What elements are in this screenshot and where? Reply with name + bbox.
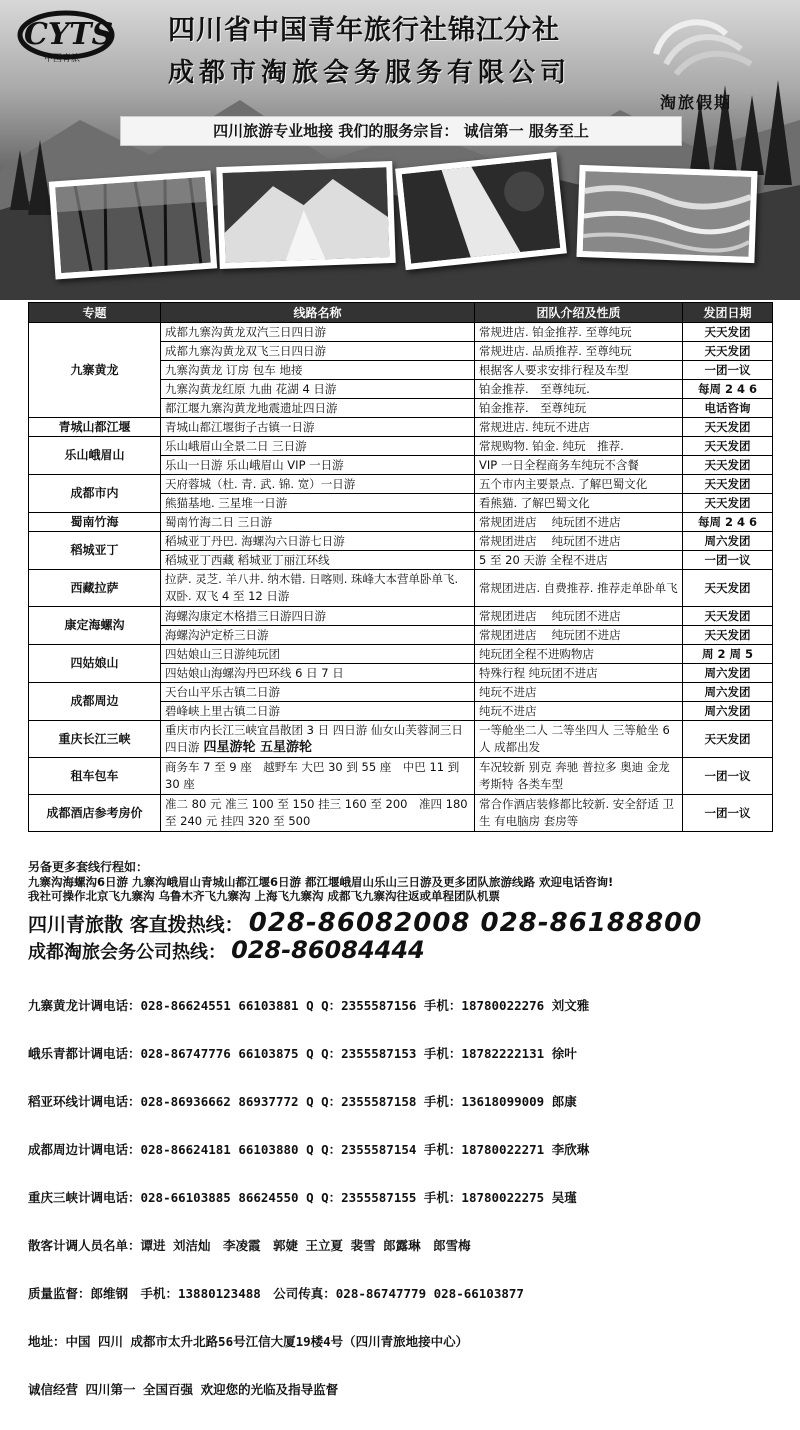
table-row bbox=[29, 645, 773, 664]
contact-line: 地址：中国 四川 成都市太升北路56号江信大厦19楼4号（四川青旅地接中心） bbox=[28, 1334, 469, 1349]
table-row bbox=[29, 795, 773, 832]
topic-cell: 乐山峨眉山 bbox=[29, 437, 161, 475]
hotline-company bbox=[28, 936, 425, 964]
info-cell: 根据客人要求安排行程及车型 bbox=[475, 361, 683, 380]
route-name: 乐山峨眉山全景二日 三日游 bbox=[165, 438, 307, 453]
info-cell: 常规团进店 纯玩团不进店 bbox=[475, 626, 683, 645]
route-name: 准二 80 元 准三 100 至 150 挂三 160 至 200 准四 180 至 240 元 挂四 320 至 500 bbox=[165, 797, 468, 828]
route-cell bbox=[161, 758, 475, 795]
date-cell: 天天发团 bbox=[683, 418, 773, 437]
route-name: 乐山一日游 乐山峨眉山 VIP 一日游 bbox=[165, 457, 344, 472]
route-cell bbox=[161, 418, 475, 437]
info-cell: 铂金推荐. 至尊纯玩. bbox=[475, 380, 683, 399]
info-cell: 看熊猫. 了解巴蜀文化 bbox=[475, 494, 683, 513]
route-cell bbox=[161, 626, 475, 645]
contact-line: 九寨黄龙计调电话：028-86624551 66103881 Q Q：2355587156 手机：18780022276 刘文雅 bbox=[28, 998, 590, 1013]
info-cell: 纯玩不进店 bbox=[475, 683, 683, 702]
route-cell bbox=[161, 494, 475, 513]
contact-line: 成都周边计调电话：028-86624181 66103880 Q Q：2355587154 手机：18780022271 李欣琳 bbox=[28, 1142, 590, 1157]
route-name: 青城山都江堰街子古镇一日游 bbox=[165, 419, 315, 434]
route-cell bbox=[161, 342, 475, 361]
route-cell bbox=[161, 570, 475, 607]
hotline-numbers: 028-86082008 028-86188800 bbox=[248, 908, 703, 938]
contact-line: 稻亚环线计调电话：028-86936662 86937772 Q Q：2355587158 手机：13618099009 郎康 bbox=[28, 1094, 577, 1109]
contact-line: 重庆三峡计调电话：028-66103885 86624550 Q Q：2355587155 手机：18780022275 吴瑾 bbox=[28, 1190, 577, 1205]
table-row bbox=[29, 683, 773, 702]
topic-cell: 成都市内 bbox=[29, 475, 161, 513]
info-cell: VIP 一日全程商务车纯玩不含餐 bbox=[475, 456, 683, 475]
date-cell: 天天发团 bbox=[683, 475, 773, 494]
route-name: 碧峰峡上里古镇二日游 bbox=[165, 703, 280, 718]
svg-text:CYTS: CYTS bbox=[24, 17, 114, 52]
table-row bbox=[29, 418, 773, 437]
route-cell bbox=[161, 399, 475, 418]
topic-cell: 稻城亚丁 bbox=[29, 532, 161, 570]
route-name: 拉萨. 灵芝. 羊八井. 纳木错. 日喀则. 珠峰大本营单卧单飞. 双卧. 双飞 4 至 12 日游 bbox=[165, 572, 459, 603]
info-cell: 常规团进店 纯玩团不进店 bbox=[475, 513, 683, 532]
column-header-topic: 专题 bbox=[29, 303, 161, 323]
table-row bbox=[29, 721, 773, 758]
info-cell: 常规进店. 铂金推荐. 至尊纯玩 bbox=[475, 323, 683, 342]
info-cell: 常规团进店 纯玩团不进店 bbox=[475, 607, 683, 626]
info-cell: 一等舱坐二人 二等坐四人 三等舱坐 6 人 成都出发 bbox=[475, 721, 683, 758]
brand-name: 淘旅假期 bbox=[660, 93, 733, 112]
info-cell: 常规团进店. 自费推荐. 推荐走单卧单飞 bbox=[475, 570, 683, 607]
route-cell bbox=[161, 456, 475, 475]
date-cell: 周六发团 bbox=[683, 664, 773, 683]
route-name: 天府蓉城（杜. 青. 武. 锦. 宽）一日游 bbox=[165, 476, 356, 491]
route-name: 重庆市内长江三峡宜昌散团 3 日 四日游 仙女山芙蓉洞三日 四日游 bbox=[165, 723, 463, 754]
topic-cell: 重庆长江三峡 bbox=[29, 721, 161, 758]
tour-routes-table bbox=[28, 302, 773, 832]
svg-text:中国青旅: 中国青旅 bbox=[44, 54, 81, 64]
info-cell: 5 至 20 天游 全程不进店 bbox=[475, 551, 683, 570]
info-cell: 常规进店. 品质推荐. 至尊纯玩 bbox=[475, 342, 683, 361]
route-cell bbox=[161, 513, 475, 532]
info-cell: 纯玩不进店 bbox=[475, 702, 683, 721]
date-cell: 每周 2 4 6 bbox=[683, 513, 773, 532]
table-row bbox=[29, 532, 773, 551]
info-cell: 常规进店. 纯玩不进店 bbox=[475, 418, 683, 437]
route-name: 四姑娘山三日游纯玩团 bbox=[165, 646, 280, 661]
topic-cell: 成都酒店参考房价 bbox=[29, 795, 161, 832]
topic-cell: 九寨黄龙 bbox=[29, 323, 161, 418]
date-cell: 每周 2 4 6 bbox=[683, 380, 773, 399]
column-header-route: 线路名称 bbox=[161, 303, 475, 323]
table-row bbox=[29, 570, 773, 607]
date-cell: 一团一议 bbox=[683, 795, 773, 832]
date-cell: 电话咨询 bbox=[683, 399, 773, 418]
table-row bbox=[29, 513, 773, 532]
route-name: 稻城亚丁西藏 稻城亚丁丽江环线 bbox=[165, 552, 330, 567]
route-cell bbox=[161, 323, 475, 342]
cyts-logo bbox=[14, 6, 154, 64]
route-cell bbox=[161, 645, 475, 664]
topic-cell: 青城山都江堰 bbox=[29, 418, 161, 437]
info-cell: 纯玩团全程不进购物店 bbox=[475, 645, 683, 664]
contact-list bbox=[28, 966, 589, 1430]
company-name-secondary: 成都市淘旅会务服务有限公司 bbox=[168, 58, 572, 88]
info-cell: 铂金推荐. 至尊纯玩 bbox=[475, 399, 683, 418]
route-name: 海螺沟泸定桥三日游 bbox=[165, 627, 269, 642]
route-name: 九寨沟黄龙 订房 包车 地接 bbox=[165, 362, 303, 377]
taolv-swirl-logo bbox=[646, 14, 756, 84]
date-cell: 天天发团 bbox=[683, 721, 773, 758]
topic-cell: 蜀南竹海 bbox=[29, 513, 161, 532]
photo-waterfall bbox=[395, 152, 567, 270]
date-cell: 一团一议 bbox=[683, 758, 773, 795]
more-routes-heading: 另备更多套线行程如： bbox=[28, 860, 149, 874]
topic-cell: 康定海螺沟 bbox=[29, 607, 161, 645]
more-routes-line: 九寨沟海螺沟6日游 九寨沟峨眉山青城山都江堰6日游 都江堰峨眉山乐山三日游及更多团队旅游线路 欢迎电话咨询! bbox=[28, 875, 614, 889]
topic-cell: 成都周边 bbox=[29, 683, 161, 721]
contact-line: 散客计调人员名单：谭进 刘洁灿 李凌霞 郭婕 王立夏 裴雪 郎露琳 郎雪梅 bbox=[28, 1238, 471, 1253]
info-cell: 常合作酒店装修都比较新. 安全舒适 卫生 有电脑房 套房等 bbox=[475, 795, 683, 832]
date-cell: 天天发团 bbox=[683, 342, 773, 361]
photo-snow-glacier bbox=[216, 161, 395, 269]
date-cell: 天天发团 bbox=[683, 607, 773, 626]
route-name: 熊猫基地. 三星堆一日游 bbox=[165, 495, 288, 510]
more-routes-line: 我社可操作北京飞九寨沟 乌鲁木齐飞九寨沟 上海飞九寨沟 成都飞九寨沟往返或单程团队机票 bbox=[28, 889, 501, 903]
route-cell bbox=[161, 380, 475, 399]
route-cell bbox=[161, 361, 475, 380]
company-name-primary: 四川省中国青年旅行社锦江分社 bbox=[168, 15, 560, 46]
date-cell: 天天发团 bbox=[683, 323, 773, 342]
route-name: 成都九寨沟黄龙双汽三日四日游 bbox=[165, 324, 326, 339]
photo-travertine-pools bbox=[576, 165, 757, 263]
route-name: 商务车 7 至 9 座 越野车 大巴 30 到 55 座 中巴 11 到 30 座 bbox=[165, 760, 460, 791]
route-name: 四姑娘山海螺沟丹巴环线 6 日 7 日 bbox=[165, 665, 344, 680]
route-cell bbox=[161, 683, 475, 702]
date-cell: 周 2 周 5 bbox=[683, 645, 773, 664]
route-name: 成都九寨沟黄龙双飞三日四日游 bbox=[165, 343, 326, 358]
table-row bbox=[29, 475, 773, 494]
date-cell: 周六发团 bbox=[683, 683, 773, 702]
topic-cell: 四姑娘山 bbox=[29, 645, 161, 683]
column-header-date: 发团日期 bbox=[683, 303, 773, 323]
footer-section bbox=[28, 858, 788, 1397]
route-cell bbox=[161, 437, 475, 456]
date-cell: 天天发团 bbox=[683, 437, 773, 456]
route-cell bbox=[161, 795, 475, 832]
info-cell: 特殊行程 纯玩团不进店 bbox=[475, 664, 683, 683]
route-cell bbox=[161, 721, 475, 758]
date-cell: 周六发团 bbox=[683, 532, 773, 551]
header-banner bbox=[0, 0, 800, 300]
hotline-label: 成都淘旅会务公司热线： bbox=[28, 942, 226, 963]
date-cell: 天天发团 bbox=[683, 570, 773, 607]
table-row bbox=[29, 607, 773, 626]
contact-line: 峨乐青都计调电话：028-86747776 66103875 Q Q：2355587153 手机：18782222131 徐叶 bbox=[28, 1046, 577, 1061]
route-highlight: 四星游轮 五星游轮 bbox=[203, 740, 313, 755]
route-cell bbox=[161, 702, 475, 721]
slogan-bar: 四川旅游专业地接 我们的服务宗旨： 诚信第一 服务至上 bbox=[120, 116, 682, 146]
route-name: 天台山平乐古镇二日游 bbox=[165, 684, 280, 699]
table-row bbox=[29, 323, 773, 342]
hotline-retail bbox=[28, 908, 702, 938]
route-cell bbox=[161, 475, 475, 494]
route-name: 稻城亚丁丹巴. 海螺沟六日游七日游 bbox=[165, 533, 345, 548]
route-cell bbox=[161, 607, 475, 626]
contact-line: 诚信经营 四川第一 全国百强 欢迎您的光临及指导监督 bbox=[28, 1382, 339, 1397]
table-row bbox=[29, 758, 773, 795]
hotline-number: 028-86084444 bbox=[231, 936, 425, 964]
date-cell: 天天发团 bbox=[683, 456, 773, 475]
route-cell bbox=[161, 664, 475, 683]
column-header-info: 团队介绍及性质 bbox=[475, 303, 683, 323]
info-cell: 常规购物. 铂金. 纯玩 推荐. bbox=[475, 437, 683, 456]
info-cell: 车况较新 别克 奔驰 普拉多 奥迪 金龙 考斯特 各类车型 bbox=[475, 758, 683, 795]
route-cell bbox=[161, 551, 475, 570]
date-cell: 天天发团 bbox=[683, 494, 773, 513]
contact-line: 质量监督：郎维钢 手机：13880123488 公司传真：028-86747779 028-66103877 bbox=[28, 1286, 524, 1301]
date-cell: 天天发团 bbox=[683, 626, 773, 645]
route-name: 海螺沟康定木格措三日游四日游 bbox=[165, 608, 326, 623]
table-row bbox=[29, 437, 773, 456]
route-cell bbox=[161, 532, 475, 551]
route-name: 都江堰九寨沟黄龙地震遗址四日游 bbox=[165, 400, 338, 415]
route-name: 九寨沟黄龙红原 九曲 花湖 4 日游 bbox=[165, 381, 337, 396]
photo-bamboo-forest bbox=[49, 170, 217, 279]
date-cell: 一团一议 bbox=[683, 361, 773, 380]
table-header-row bbox=[29, 303, 773, 323]
route-name: 蜀南竹海二日 三日游 bbox=[165, 514, 273, 529]
topic-cell: 租车包车 bbox=[29, 758, 161, 795]
topic-cell: 西藏拉萨 bbox=[29, 570, 161, 607]
hotline-label: 四川青旅散 客直拨热线： bbox=[28, 914, 244, 936]
date-cell: 周六发团 bbox=[683, 702, 773, 721]
date-cell: 一团一议 bbox=[683, 551, 773, 570]
info-cell: 五个市内主要景点. 了解巴蜀文化 bbox=[475, 475, 683, 494]
info-cell: 常规团进店 纯玩团不进店 bbox=[475, 532, 683, 551]
